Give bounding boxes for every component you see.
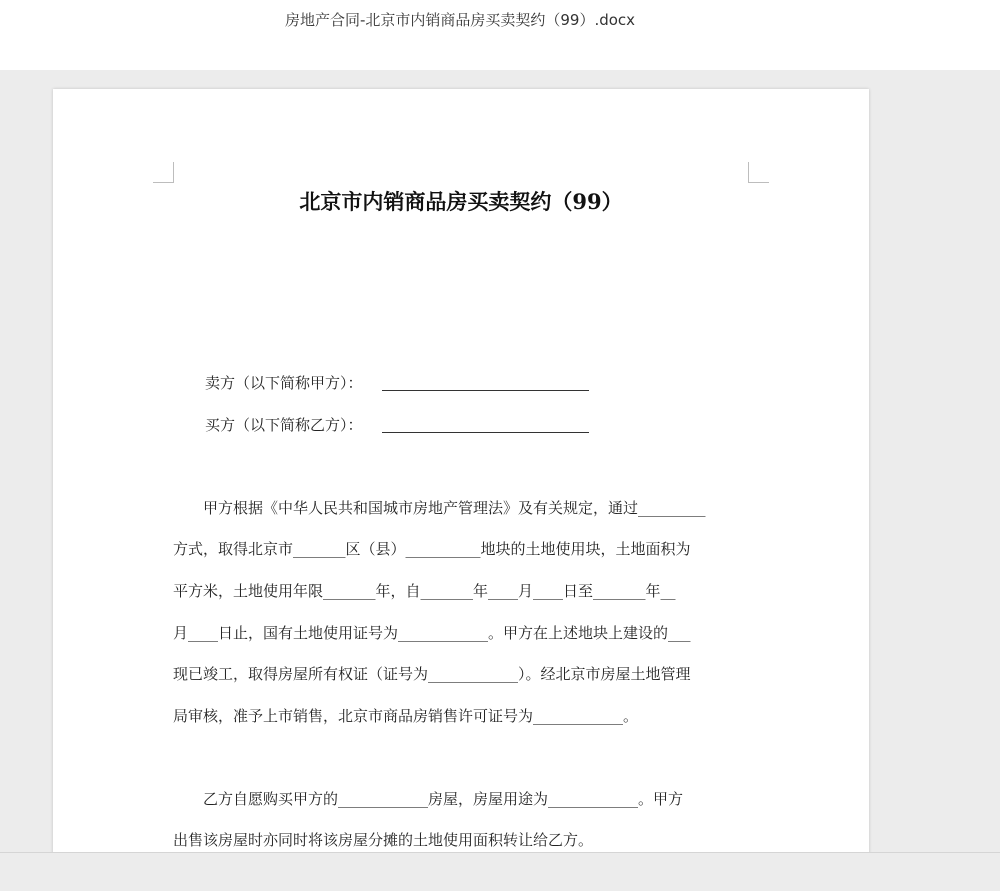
paragraph2-line: 出售该房屋时亦同时将该房屋分摊的土地使用面积转让给乙方。 [173, 831, 594, 849]
margin-corner-top-right [748, 162, 769, 183]
paragraph1-line: 月____日止，国有土地使用证号为____________。甲方在上述地块上建设的___ [173, 624, 691, 642]
seller-blank [382, 390, 589, 391]
document-page[interactable] [53, 89, 869, 852]
buyer-label: 买方（以下简称乙方）： [205, 416, 363, 434]
buyer-blank [382, 432, 589, 433]
paragraph1-line: 现已竣工，取得房屋所有权证（证号为____________）。经北京市房屋土地管理 [173, 665, 691, 683]
paragraph1-line: 平方米，土地使用年限_______年，自_______年____月____日至_______年__ [173, 582, 676, 600]
seller-label: 卖方（以下简称甲方）： [205, 374, 363, 392]
document-viewport[interactable] [0, 70, 1000, 852]
paragraph1-line: 局审核，准予上市销售，北京市商品房销售许可证号为____________。 [173, 707, 639, 725]
margin-corner-top-left [153, 162, 174, 183]
paragraph2-line: 乙方自愿购买甲方的____________房屋，房屋用途为____________。甲方 [173, 790, 684, 808]
title-bar [0, 0, 1000, 70]
document-title: 北京市内销商品房买卖契约（99） [299, 189, 623, 214]
status-bar [0, 852, 1000, 891]
paragraph1-line: 甲方根据《中华人民共和国城市房地产管理法》及有关规定，通过_________ [173, 499, 706, 517]
paragraph1-line: 方式，取得北京市_______区（县）__________地块的土地使用块，土地面积为 [173, 540, 691, 558]
file-title: 房地产合同-北京市内销商品房买卖契约（99）.docx [284, 11, 636, 29]
